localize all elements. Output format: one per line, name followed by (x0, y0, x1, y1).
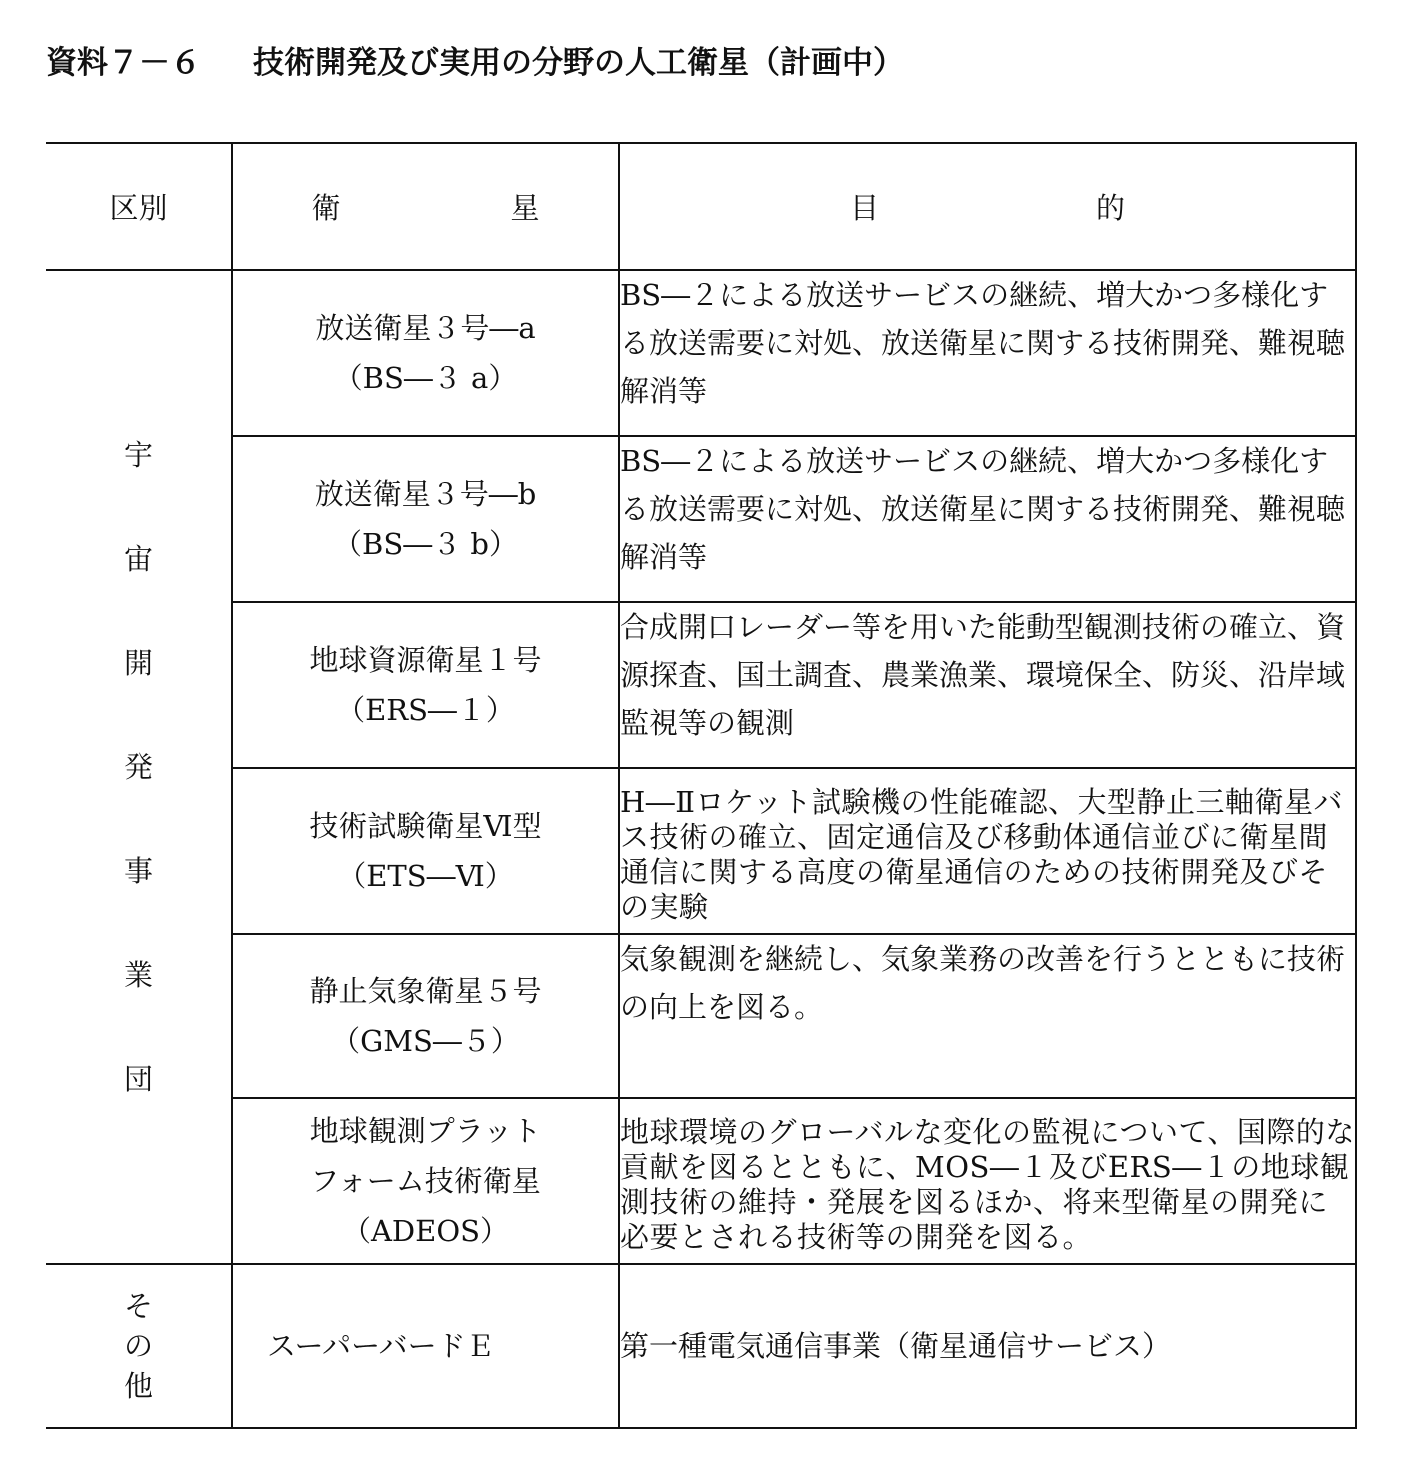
satellite-code: （BS―３ a） (333, 361, 518, 395)
satellite-name: 地球資源衛星１号 (309, 643, 542, 677)
satellite-cell (232, 1098, 619, 1264)
category-cell-nasda (46, 270, 232, 1264)
document-number: 資料７－６ (46, 45, 201, 81)
header-satellite-char-1: 衛 (311, 191, 341, 225)
satellite-cell (232, 602, 619, 768)
table-row (46, 1098, 1356, 1264)
category-label: その他 (123, 1289, 153, 1403)
document-title-text: 技術開発及び実用の分野の人工衛星（計画中） (253, 45, 904, 81)
satellite-name: 地球観測プラット (309, 1114, 542, 1148)
table-header-row (46, 143, 1356, 270)
satellite-code: （ERS―１） (336, 693, 515, 727)
satellite-cell (232, 934, 619, 1098)
document-title (46, 38, 904, 88)
satellite-name: 技術試験衛星Ⅵ型 (309, 809, 542, 843)
purpose-cell: 合成開口レーダー等を用いた能動型観測技術の確立、資源探査、国土調査、農業漁業、環境保全、防災、沿岸域監視等の観測 (619, 602, 1356, 768)
satellite-cell (232, 768, 619, 934)
table-row (46, 768, 1356, 934)
table-row (46, 602, 1356, 768)
header-purpose-char-2: 的 (1095, 191, 1125, 225)
satellite-name: 放送衛星３号―b (314, 477, 537, 511)
satellite-cell (232, 270, 619, 436)
purpose-cell: BS―２による放送サービスの継続、増大かつ多様化する放送需要に対処、放送衛星に関する技術開発、難視聴解消等 (619, 436, 1356, 602)
satellite-code: （ADEOS） (341, 1214, 509, 1248)
satellite-name: 静止気象衛星５号 (309, 974, 542, 1008)
category-cell-other (46, 1264, 232, 1428)
header-purpose-char-1: 目 (850, 191, 880, 225)
satellite-name: スーパーバードＥ (267, 1329, 495, 1363)
table-row (46, 934, 1356, 1098)
header-category (46, 143, 232, 270)
satellite-code: （GMS―５） (331, 1024, 520, 1058)
satellite-cell (232, 1264, 619, 1428)
header-satellite (232, 143, 619, 270)
satellite-cell (232, 436, 619, 602)
purpose-cell: 第一種電気通信事業（衛星通信サービス） (619, 1264, 1356, 1428)
category-label: 宇宙開発事業団 (123, 438, 153, 1096)
header-satellite-char-2: 星 (510, 191, 540, 225)
purpose-cell: 気象観測を継続し、気象業務の改善を行うとともに技術の向上を図る。 (619, 934, 1356, 1098)
satellite-code: （BS―３ b） (333, 527, 518, 561)
purpose-cell: H―Ⅱロケット試験機の性能確認、大型静止三軸衛星バス技術の確立、固定通信及び移動体通信並びに衛星間通信に関する高度の衛星通信のための技術開発及びその実験 (619, 768, 1356, 934)
table-row (46, 270, 1356, 436)
satellite-table (46, 142, 1357, 1429)
header-category-label: 区別 (109, 191, 168, 225)
satellite-code: （ETS―Ⅵ） (337, 859, 514, 893)
table-row (46, 436, 1356, 602)
header-purpose (619, 143, 1356, 270)
satellite-name: 放送衛星３号―a (315, 311, 536, 345)
purpose-cell: BS―２による放送サービスの継続、増大かつ多様化する放送需要に対処、放送衛星に関する技術開発、難視聴解消等 (619, 270, 1356, 436)
table-row (46, 1264, 1356, 1428)
purpose-cell: 地球環境のグローバルな変化の監視について、国際的な貢献を図るとともに、MOS―１及びERS―１の地球観測技術の維持・発展を図るほか、将来型衛星の開発に必要とされる技術等の開発を図る。 (619, 1098, 1356, 1264)
satellite-name-cont: フォーム技術衛星 (310, 1164, 541, 1198)
